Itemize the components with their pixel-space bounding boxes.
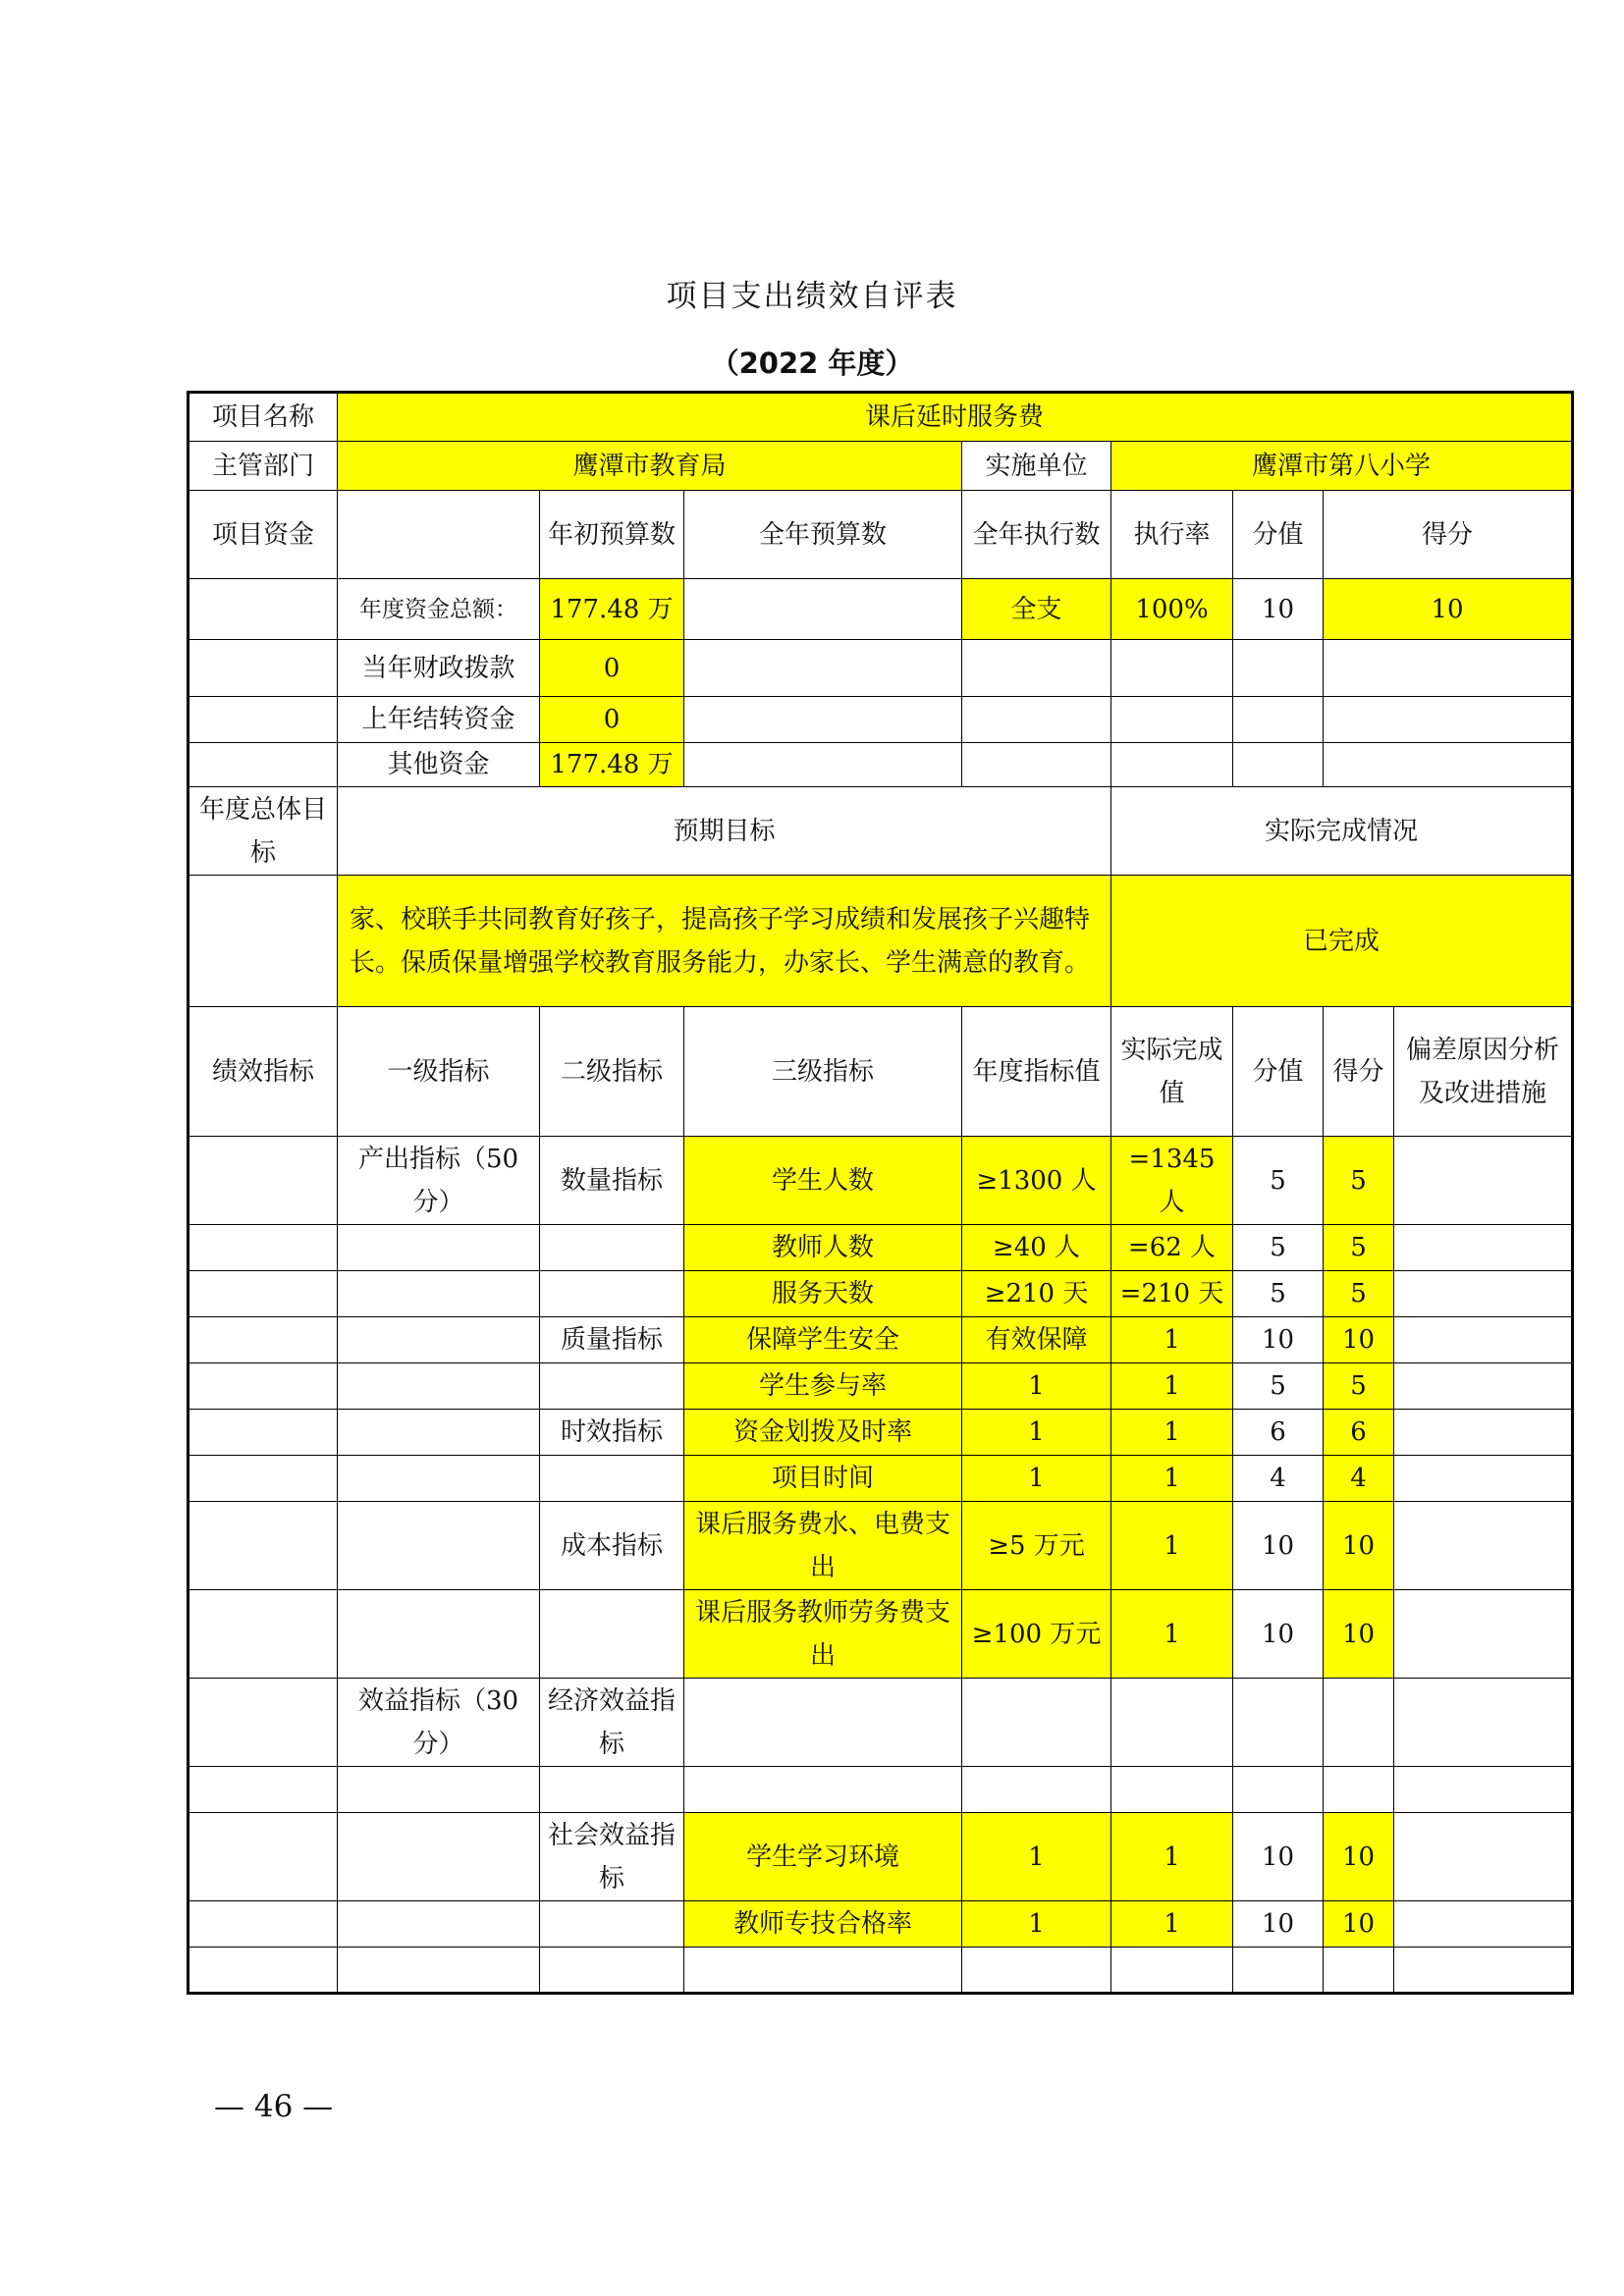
funds-other-initial: 177.48 万 [540,743,684,787]
indicators-header-score: 得分 [1324,1007,1394,1137]
indicators-header-row [189,1007,1573,1137]
indicator-deviation [1394,1317,1573,1363]
funds-header-annual: 全年预算数 [684,491,962,579]
indicator-level2: 质量指标 [540,1317,684,1363]
funds-other-row [189,743,1573,787]
indicator-target: ≥100 万元 [962,1590,1111,1679]
funds-carryover-row [189,697,1573,743]
funds-empty-cell [962,743,1111,787]
funds-header-rate: 执行率 [1111,491,1233,579]
indicator-actual: 1 [1111,1502,1233,1590]
indicator-row [189,1271,1573,1317]
indicator-actual: =62 人 [1111,1225,1233,1271]
indicator-row [189,1456,1573,1502]
indicator-level2 [540,1590,684,1679]
indicator-level1: 效益指标（30 分） [338,1679,540,1767]
funds-total-score: 10 [1324,579,1573,640]
indicator-level3: 学生参与率 [684,1363,962,1410]
indicator-target: 1 [962,1813,1111,1901]
indicator-score-value [1233,1767,1324,1813]
funds-header-row [189,491,1573,579]
indicator-rows [189,1137,1573,1994]
indicator-empty-cell [189,1225,338,1271]
indicator-score-value: 5 [1233,1137,1324,1225]
indicator-score: 4 [1324,1456,1394,1502]
indicator-score: 10 [1324,1317,1394,1363]
indicator-empty-cell [189,1456,338,1502]
indicator-row [189,1813,1573,1901]
funds-total-executed: 全支 [962,579,1111,640]
indicator-deviation [1394,1410,1573,1456]
page-number: — 46 — [214,2089,334,2124]
funds-carryover-initial: 0 [540,697,684,743]
indicator-actual: 1 [1111,1317,1233,1363]
indicator-actual: 1 [1111,1456,1233,1502]
indicator-empty-cell [189,1363,338,1410]
indicator-score-value [1233,1679,1324,1767]
indicators-header-l2: 二级指标 [540,1007,684,1137]
funds-empty-cell [962,640,1111,697]
indicator-actual: 1 [1111,1363,1233,1410]
funds-empty-cell [1324,697,1573,743]
indicator-deviation [1394,1271,1573,1317]
funds-empty-cell [1111,743,1233,787]
indicator-actual: =1345 人 [1111,1137,1233,1225]
indicator-target: 1 [962,1456,1111,1502]
goals-empty-cell [189,876,338,1007]
indicator-target [962,1948,1111,1994]
indicator-level3: 学生学习环境 [684,1813,962,1901]
indicator-actual [1111,1679,1233,1767]
department-label: 主管部门 [189,442,338,491]
project-name-label: 项目名称 [189,393,338,442]
indicator-score-value: 4 [1233,1456,1324,1502]
indicator-deviation [1394,1679,1573,1767]
funds-empty-cell [338,491,540,579]
indicator-empty-cell [189,1948,338,1994]
indicator-deviation [1394,1901,1573,1948]
indicator-level2: 数量指标 [540,1137,684,1225]
indicator-empty-cell [189,1813,338,1901]
indicator-deviation [1394,1456,1573,1502]
indicators-label: 绩效指标 [189,1007,338,1137]
indicator-level1 [338,1590,540,1679]
indicator-level1 [338,1901,540,1948]
department-value: 鹰潭市教育局 [338,442,962,491]
indicator-row [189,1225,1573,1271]
indicator-score: 10 [1324,1813,1394,1901]
indicator-level2 [540,1225,684,1271]
goals-content-row [189,876,1573,1007]
indicator-row [189,1590,1573,1679]
funds-empty-cell [189,697,338,743]
document-title: 项目支出绩效自评表 [666,279,958,314]
indicator-score-value: 10 [1233,1317,1324,1363]
indicator-score-value: 5 [1233,1225,1324,1271]
indicator-level1 [338,1948,540,1994]
indicator-target: 1 [962,1363,1111,1410]
indicator-empty-cell [189,1767,338,1813]
indicator-score-value: 6 [1233,1410,1324,1456]
funds-label: 项目资金 [189,491,338,579]
funds-empty-cell [684,743,962,787]
indicators-header-l1: 一级指标 [338,1007,540,1137]
indicator-actual: 1 [1111,1590,1233,1679]
indicator-level1: 产出指标（50 分） [338,1137,540,1225]
indicator-level2: 经济效益指标 [540,1679,684,1767]
indicator-target: ≥40 人 [962,1225,1111,1271]
indicator-target: ≥5 万元 [962,1502,1111,1590]
indicator-level2 [540,1948,684,1994]
indicator-score-value: 10 [1233,1590,1324,1679]
funds-empty-cell [1233,697,1324,743]
indicator-deviation [1394,1813,1573,1901]
indicator-level3: 保障学生安全 [684,1317,962,1363]
indicator-score: 5 [1324,1363,1394,1410]
indicator-level2 [540,1271,684,1317]
indicator-level1 [338,1456,540,1502]
indicator-empty-cell [189,1137,338,1225]
indicator-target: 有效保障 [962,1317,1111,1363]
indicator-level3: 学生人数 [684,1137,962,1225]
funds-empty-cell [189,640,338,697]
indicator-level3: 教师专技合格率 [684,1901,962,1948]
indicator-deviation [1394,1225,1573,1271]
indicator-level3: 教师人数 [684,1225,962,1271]
indicator-score-value: 5 [1233,1363,1324,1410]
indicator-target [962,1679,1111,1767]
funds-empty-cell [1233,743,1324,787]
funds-empty-cell [1324,640,1573,697]
indicator-score: 10 [1324,1901,1394,1948]
indicator-level1 [338,1410,540,1456]
indicator-score [1324,1679,1394,1767]
indicator-level3 [684,1679,962,1767]
goals-expected-header: 预期目标 [338,787,1111,876]
indicator-score: 5 [1324,1137,1394,1225]
indicator-level2: 成本指标 [540,1502,684,1590]
funds-total-rate: 100% [1111,579,1233,640]
funds-empty-cell [684,697,962,743]
indicator-target: ≥210 天 [962,1271,1111,1317]
indicator-level1 [338,1767,540,1813]
indicator-row [189,1767,1573,1813]
indicator-level2 [540,1363,684,1410]
indicator-level3: 服务天数 [684,1271,962,1317]
indicator-level2 [540,1901,684,1948]
funds-fiscal-row [189,640,1573,697]
indicator-score: 5 [1324,1225,1394,1271]
indicator-level2 [540,1767,684,1813]
indicator-target [962,1767,1111,1813]
funds-empty-cell [1233,640,1324,697]
indicators-header-deviation: 偏差原因分析及改进措施 [1394,1007,1573,1137]
funds-empty-cell [1111,640,1233,697]
document-year: （2022 年度） [710,347,914,380]
indicator-actual: 1 [1111,1813,1233,1901]
indicator-score-value: 5 [1233,1271,1324,1317]
indicator-score: 6 [1324,1410,1394,1456]
indicator-score-value: 10 [1233,1901,1324,1948]
indicator-deviation [1394,1948,1573,1994]
indicator-level1 [338,1502,540,1590]
indicator-score-value: 10 [1233,1813,1324,1901]
indicator-row [189,1502,1573,1590]
indicator-level1 [338,1271,540,1317]
indicator-actual: 1 [1111,1410,1233,1456]
goals-actual-header: 实际完成情况 [1111,787,1573,876]
performance-evaluation-table [187,391,1574,1995]
indicator-level1 [338,1363,540,1410]
project-name-value: 课后延时服务费 [338,393,1573,442]
indicator-level2 [540,1456,684,1502]
indicator-actual [1111,1948,1233,1994]
indicator-target: 1 [962,1410,1111,1456]
indicator-deviation [1394,1363,1573,1410]
funds-empty-cell [1111,697,1233,743]
funds-total-initial: 177.48 万 [540,579,684,640]
funds-header-score: 得分 [1324,491,1573,579]
indicator-empty-cell [189,1590,338,1679]
unit-label: 实施单位 [962,442,1111,491]
indicator-actual: 1 [1111,1901,1233,1948]
indicator-score-value [1233,1948,1324,1994]
department-row [189,442,1573,491]
funds-empty-cell [962,697,1111,743]
funds-header-initial: 年初预算数 [540,491,684,579]
indicators-header-value: 分值 [1233,1007,1324,1137]
indicator-deviation [1394,1502,1573,1590]
goals-label: 年度总体目标 [189,787,338,876]
funds-empty-cell [684,640,962,697]
indicator-score: 10 [1324,1502,1394,1590]
funds-empty-cell [189,743,338,787]
indicator-score-value: 10 [1233,1502,1324,1590]
indicator-row [189,1948,1573,1994]
indicator-row [189,1137,1573,1225]
indicator-actual: =210 天 [1111,1271,1233,1317]
indicator-actual [1111,1767,1233,1813]
indicator-deviation [1394,1590,1573,1679]
funds-fiscal-initial: 0 [540,640,684,697]
indicators-header-l3: 三级指标 [684,1007,962,1137]
indicator-level3: 课后服务教师劳务费支出 [684,1590,962,1679]
indicator-empty-cell [189,1410,338,1456]
goals-expected-text: 家、校联手共同教育好孩子，提高孩子学习成绩和发展孩子兴趣特长。保质保量增强学校教育服务能力，办家长、学生满意的教育。 [338,876,1111,1007]
indicator-score: 10 [1324,1590,1394,1679]
funds-empty-cell [189,579,338,640]
funds-empty-cell [1324,743,1573,787]
indicators-header-target: 年度指标值 [962,1007,1111,1137]
funds-fiscal-label: 当年财政拨款 [338,640,540,697]
indicator-level1 [338,1317,540,1363]
indicator-row [189,1679,1573,1767]
unit-value: 鹰潭市第八小学 [1111,442,1573,491]
indicator-target: ≥1300 人 [962,1137,1111,1225]
indicator-deviation [1394,1767,1573,1813]
indicator-empty-cell [189,1317,338,1363]
indicator-row [189,1901,1573,1948]
goals-actual-text: 已完成 [1111,876,1573,1007]
indicator-score [1324,1948,1394,1994]
funds-total-score-value: 10 [1233,579,1324,640]
indicator-level2: 时效指标 [540,1410,684,1456]
funds-total-row [189,579,1573,640]
indicator-deviation [1394,1137,1573,1225]
indicator-target: 1 [962,1901,1111,1948]
indicator-level3 [684,1948,962,1994]
funds-carryover-label: 上年结转资金 [338,697,540,743]
indicator-level3: 资金划拨及时率 [684,1410,962,1456]
funds-header-executed: 全年执行数 [962,491,1111,579]
indicator-row [189,1363,1573,1410]
funds-total-label: 年度资金总额： [338,579,540,640]
funds-other-label: 其他资金 [338,743,540,787]
project-name-row [189,393,1573,442]
goals-header-row [189,787,1573,876]
indicator-score: 5 [1324,1271,1394,1317]
funds-total-annual [684,579,962,640]
indicator-row [189,1410,1573,1456]
indicator-level1 [338,1813,540,1901]
indicator-score [1324,1767,1394,1813]
indicator-row [189,1317,1573,1363]
indicator-level2: 社会效益指标 [540,1813,684,1901]
indicator-empty-cell [189,1502,338,1590]
funds-header-score-value: 分值 [1233,491,1324,579]
indicator-level3 [684,1767,962,1813]
indicator-empty-cell [189,1901,338,1948]
indicator-level3: 项目时间 [684,1456,962,1502]
indicator-empty-cell [189,1679,338,1767]
indicator-level3: 课后服务费水、电费支出 [684,1502,962,1590]
indicator-empty-cell [189,1271,338,1317]
indicator-level1 [338,1225,540,1271]
indicators-header-actual: 实际完成值 [1111,1007,1233,1137]
